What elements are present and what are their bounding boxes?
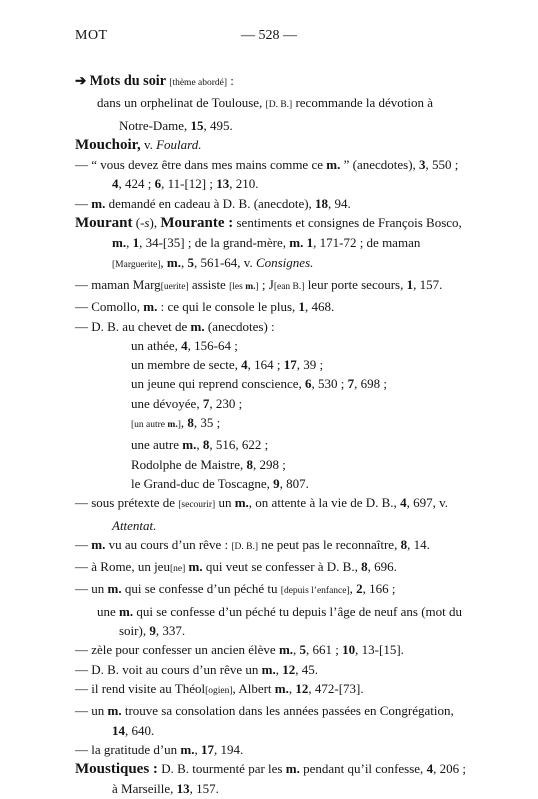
index-entry: — un m. trouve sa consolation dans les années passées en Congrégation, 14, 640. [75,703,454,738]
index-continuation: une m. qui se confesse d’un péché tu depuis l’âge de neuf ans (mot du soir), 9, 337. [97,603,462,639]
index-entry: — m. demandé en cadeau à D. B. (anecdote), 18, 94. [75,195,351,211]
index-entry: — Comollo, m. : ce qui le console le plus, 1, 468. [75,299,335,315]
index-entry: — sous prétexte de [secourir] un m., on attente à la vie de D. B., 4, 697, v. Attentat. [75,495,448,533]
index-entry: — “ vous devez être dans mes mains comme ce m. ” (anecdotes), 3, 550 ; 4, 424 ; 6, 11-[12] ; 13, 210. [75,157,459,192]
index-entry: ➔ Mots du soir [thème abordé] : [75,73,234,89]
index-subentry: une dévoyée, 7, 230 ; [131,395,243,411]
index-entry: — D. B. au chevet de m. (anecdotes) : [75,318,275,334]
index-subentry: le Grand-duc de Toscagne, 9, 807. [131,475,309,491]
index-entry: Mouchoir, v. Foulard. [75,136,202,153]
index-subentry: un athée, 4, 156-64 ; [131,337,238,353]
index-entry: — maman Marg[uerite] assiste [les m.] ; J[ean B.] leur porte secours, 1, 157. [75,276,443,292]
index-entry: — il rend visite au Théol[ogien], Albert m., 12, 472-[73]. [75,680,364,696]
index-entry: — D. B. voit au cours d’un rêve un m., 12, 45. [75,661,319,677]
index-subentry: [un autre m.], 8, 35 ; [131,415,221,431]
index-entry: — la gratitude d’un m., 17, 194. [75,741,244,757]
index-entry: — m. vu au cours d’un rêve : [D. B.] ne peut pas le reconnaître, 8, 14. [75,536,430,552]
index-subentry: un membre de secte, 4, 164 ; 17, 39 ; [131,357,324,373]
index-subentry: une autre m., 8, 516, 622 ; [131,437,269,453]
index-subentry: un jeune qui reprend conscience, 6, 530 ; 7, 698 ; [131,376,387,392]
index-subentry: Rodolphe de Maistre, 8, 298 ; [131,456,286,472]
running-head: MOT [75,28,108,43]
index-entry: Moustiques : D. B. tourmenté par les m. pendant qu’il confesse, 4, 206 ; à Marseille, 13, 157. [75,761,466,797]
index-entry: Mourant (-s), Mourante : sentiments et consignes de François Bosco, m., 1, 34-[35] ; de la grand-mère, m. 1, 171-72 ; de maman [Marguerite], m., 5, 561-64, v. Consignes. [75,215,462,270]
index-continuation: dans un orphelinat de Toulouse, [D. B.] recommande la dévotion à Notre-Dame, 15, 495. [97,95,433,133]
index-entry: — à Rome, un jeu[ne] m. qui veut se confesser à D. B., 8, 696. [75,559,397,575]
arrow-icon: ➔ [75,73,87,88]
index-entries [75,71,470,799]
index-entry: — zèle pour confesser un ancien élève m., 5, 661 ; 10, 13-[15]. [75,642,404,658]
index-entry: — un m. qui se confesse d’un péché tu [depuis l’enfance], 2, 166 ; [75,581,396,597]
page-number: — 528 — [241,28,297,43]
